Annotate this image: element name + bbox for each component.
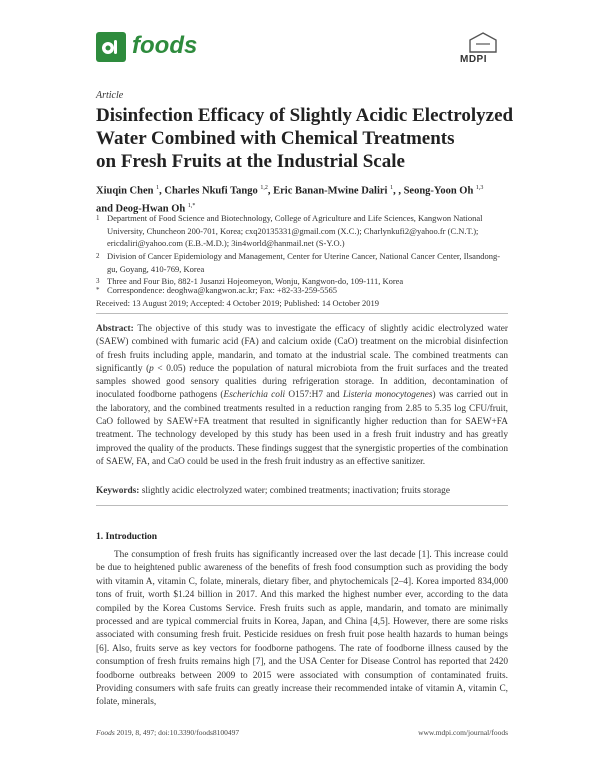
journal-name[interactable]: foods (132, 32, 198, 59)
author-separator: , (267, 185, 274, 197)
article-title (96, 104, 516, 173)
abstract-text: ) was carried out in the laboratory, and the combined treatments resulted in a reduction ranging from 2.85 to 5.35 log CFU/fruit, CaO followed by SAEW+FA treatment that resulted in significantly higher reduction than for SAEW+FA treatment. The technology developed by this study has been used in a fresh fruit industry and has greatly improved the quality of the products. These findings suggest that the synergistic properties of the combination of SAEW, FA, and CaO could be used in the fresh fruit industry as an effective sanitizer. (96, 390, 508, 467)
publisher-name: MDPI (460, 54, 487, 65)
affiliation (96, 212, 508, 250)
affiliation (96, 284, 508, 297)
author-affiliation-marker: 1,2 (260, 185, 268, 191)
author-affiliation-marker: 1 (390, 185, 394, 191)
introduction-text: The consumption of fresh fruits has significantly increased over the last decade [1]. This increase could be due to heightened public awareness of the benefits of fresh food consumption such as providing the body with vitamin A, vitamin C, folate, minerals, dietary fiber, and phytochemicals [2–4]. Korea imported 834,000 tons of fruit, worth $1.24 billion in 2017. And this marked the highest number ever, according to the data compiled by the Korea Customs Service. Fresh fruits such as apple, mandarin, and tomato are minimally processed and are typical commercial fruits in Korea, Japan, and China [4,5]. However, there are some risks associated with consuming fresh fruit. Pesticide residues on fresh fruit pose health hazards to human beings [6]. Also, fruits serve as key vectors for foodborne pathogens. The rate of foodborne illness caused by the consumption of fresh fruits remains high [7], and the USA Center for Disease Control has reported that 2420 foodborne outbreaks between 2009 to 2015 were associated with consumption of contaminated fruits. Providing consumers with safe fruits can greatly increase their recommended intake of vitamin A, vitamin C, folate, minerals, (96, 550, 508, 708)
author-separator: , (159, 185, 165, 197)
affiliation-number: * (96, 286, 100, 294)
affiliation-number: 2 (96, 252, 100, 260)
footer-citation-text: 2019, 8, 497; doi:10.3390/foods8100497 (114, 728, 240, 737)
introduction-paragraph (96, 549, 508, 710)
title-line: Water Combined with Chemical Treatments (96, 128, 455, 149)
divider (96, 313, 508, 314)
affiliation-text: Correspondence: deoghwa@kangwon.ac.kr; Fax: +82-33-259-5565 (107, 285, 338, 295)
author[interactable]: and Deog-Hwan Oh (96, 203, 186, 214)
affiliation-number: 3 (96, 277, 100, 285)
footer-url[interactable]: www.mdpi.com/journal/foods (418, 728, 508, 737)
abstract (96, 323, 508, 469)
footer-journal: Foods (96, 728, 115, 737)
title-line: on Fresh Fruits at the Industrial Scale (96, 151, 405, 172)
abstract-text: The objective of this study was to investigate the efficacy of slightly acidic electrolyzed water (SAEW) combined with fumaric acid (FA) and calcium oxide (CaO) treatment on the microbial disinfection of fresh fruits including apple, mandarin, and tomato at the industrial scale. The combined treatments can significantly ( (96, 324, 508, 374)
affiliation (96, 250, 508, 275)
title-line: Disinfection Efficacy of Slightly Acidic Electrolyzed (96, 105, 514, 126)
publication-dates: Received: 13 August 2019; Accepted: 4 October 2019; Published: 14 October 2019 (96, 298, 380, 308)
keywords-text: slightly acidic electrolyzed water; combined treatments; inactivation; fruits storage (139, 486, 450, 496)
author-list: Xiuqin Chen $^1$, Charles Nkufi Tango $^{1,2}$, Eric Banan-Mwine Daliri $^1$, , Seong-Yoon Oh $^{1,3}$ and Deog-Hwan Oh $^{1,*}$ (96, 185, 484, 214)
author-affiliation-marker: 1,* (187, 202, 196, 209)
author[interactable]: Charles Nkufi Tango (164, 185, 258, 197)
author-separator: , (393, 185, 399, 197)
abstract-italic: p (149, 363, 154, 374)
keywords-label: Keywords: (96, 486, 140, 496)
affiliation-text: Division of Cancer Epidemiology and Management, Center for Uterine Cancer, National Cancer Center, Ilsandong-gu, Goyang, 410-769, Korea (107, 251, 501, 274)
author-affiliation-marker: 1,3 (475, 185, 484, 191)
author-affiliation-marker: 1 (156, 185, 160, 191)
footer-citation (96, 728, 239, 737)
section-heading: 1. Introduction (96, 532, 158, 542)
divider (96, 505, 508, 506)
affiliation-number: 1 (96, 214, 100, 222)
author[interactable]: Xiuqin Chen (96, 185, 154, 197)
abstract-italic: Listeria monocytogenes (342, 390, 433, 401)
abstract-text: < 0.05) reduce the population of natural microbiota from the fruit surfaces and the treated samples showed good sensory qualities during refrigeration storage. In addition, decontamination of inoculated foodborne pathogens ( (96, 363, 508, 401)
journal-logo-icon (96, 32, 126, 62)
abstract-label: Abstract: (96, 324, 134, 334)
author[interactable]: Eric Banan-Mwine Daliri (273, 185, 388, 197)
article-type: Article (96, 90, 124, 101)
author[interactable]: Seong-Yoon Oh (403, 185, 474, 197)
keywords (96, 486, 508, 496)
affiliation-text: Department of Food Science and Biotechnology, College of Agriculture and Life Sciences, Kangwon National University, Chuncheon 200-701, Korea; cxq20135331@gmail.com (X.C.); Charlynkufi2@yahoo.fr (C.N.T.); ericdaliri@yahoo.com (E.B.-M.D.); 3in4world@hanmail.net (S-Y.O.) (107, 213, 483, 248)
affiliation-text: Three and Four Bio, 882-1 Jusanzi Hojeomeyon, Wonju, Kangwon-do, 109-111, Korea (107, 276, 404, 286)
abstract-italic: Escherichia coli (223, 390, 286, 401)
abstract-text: O157:H7 and (285, 390, 343, 401)
